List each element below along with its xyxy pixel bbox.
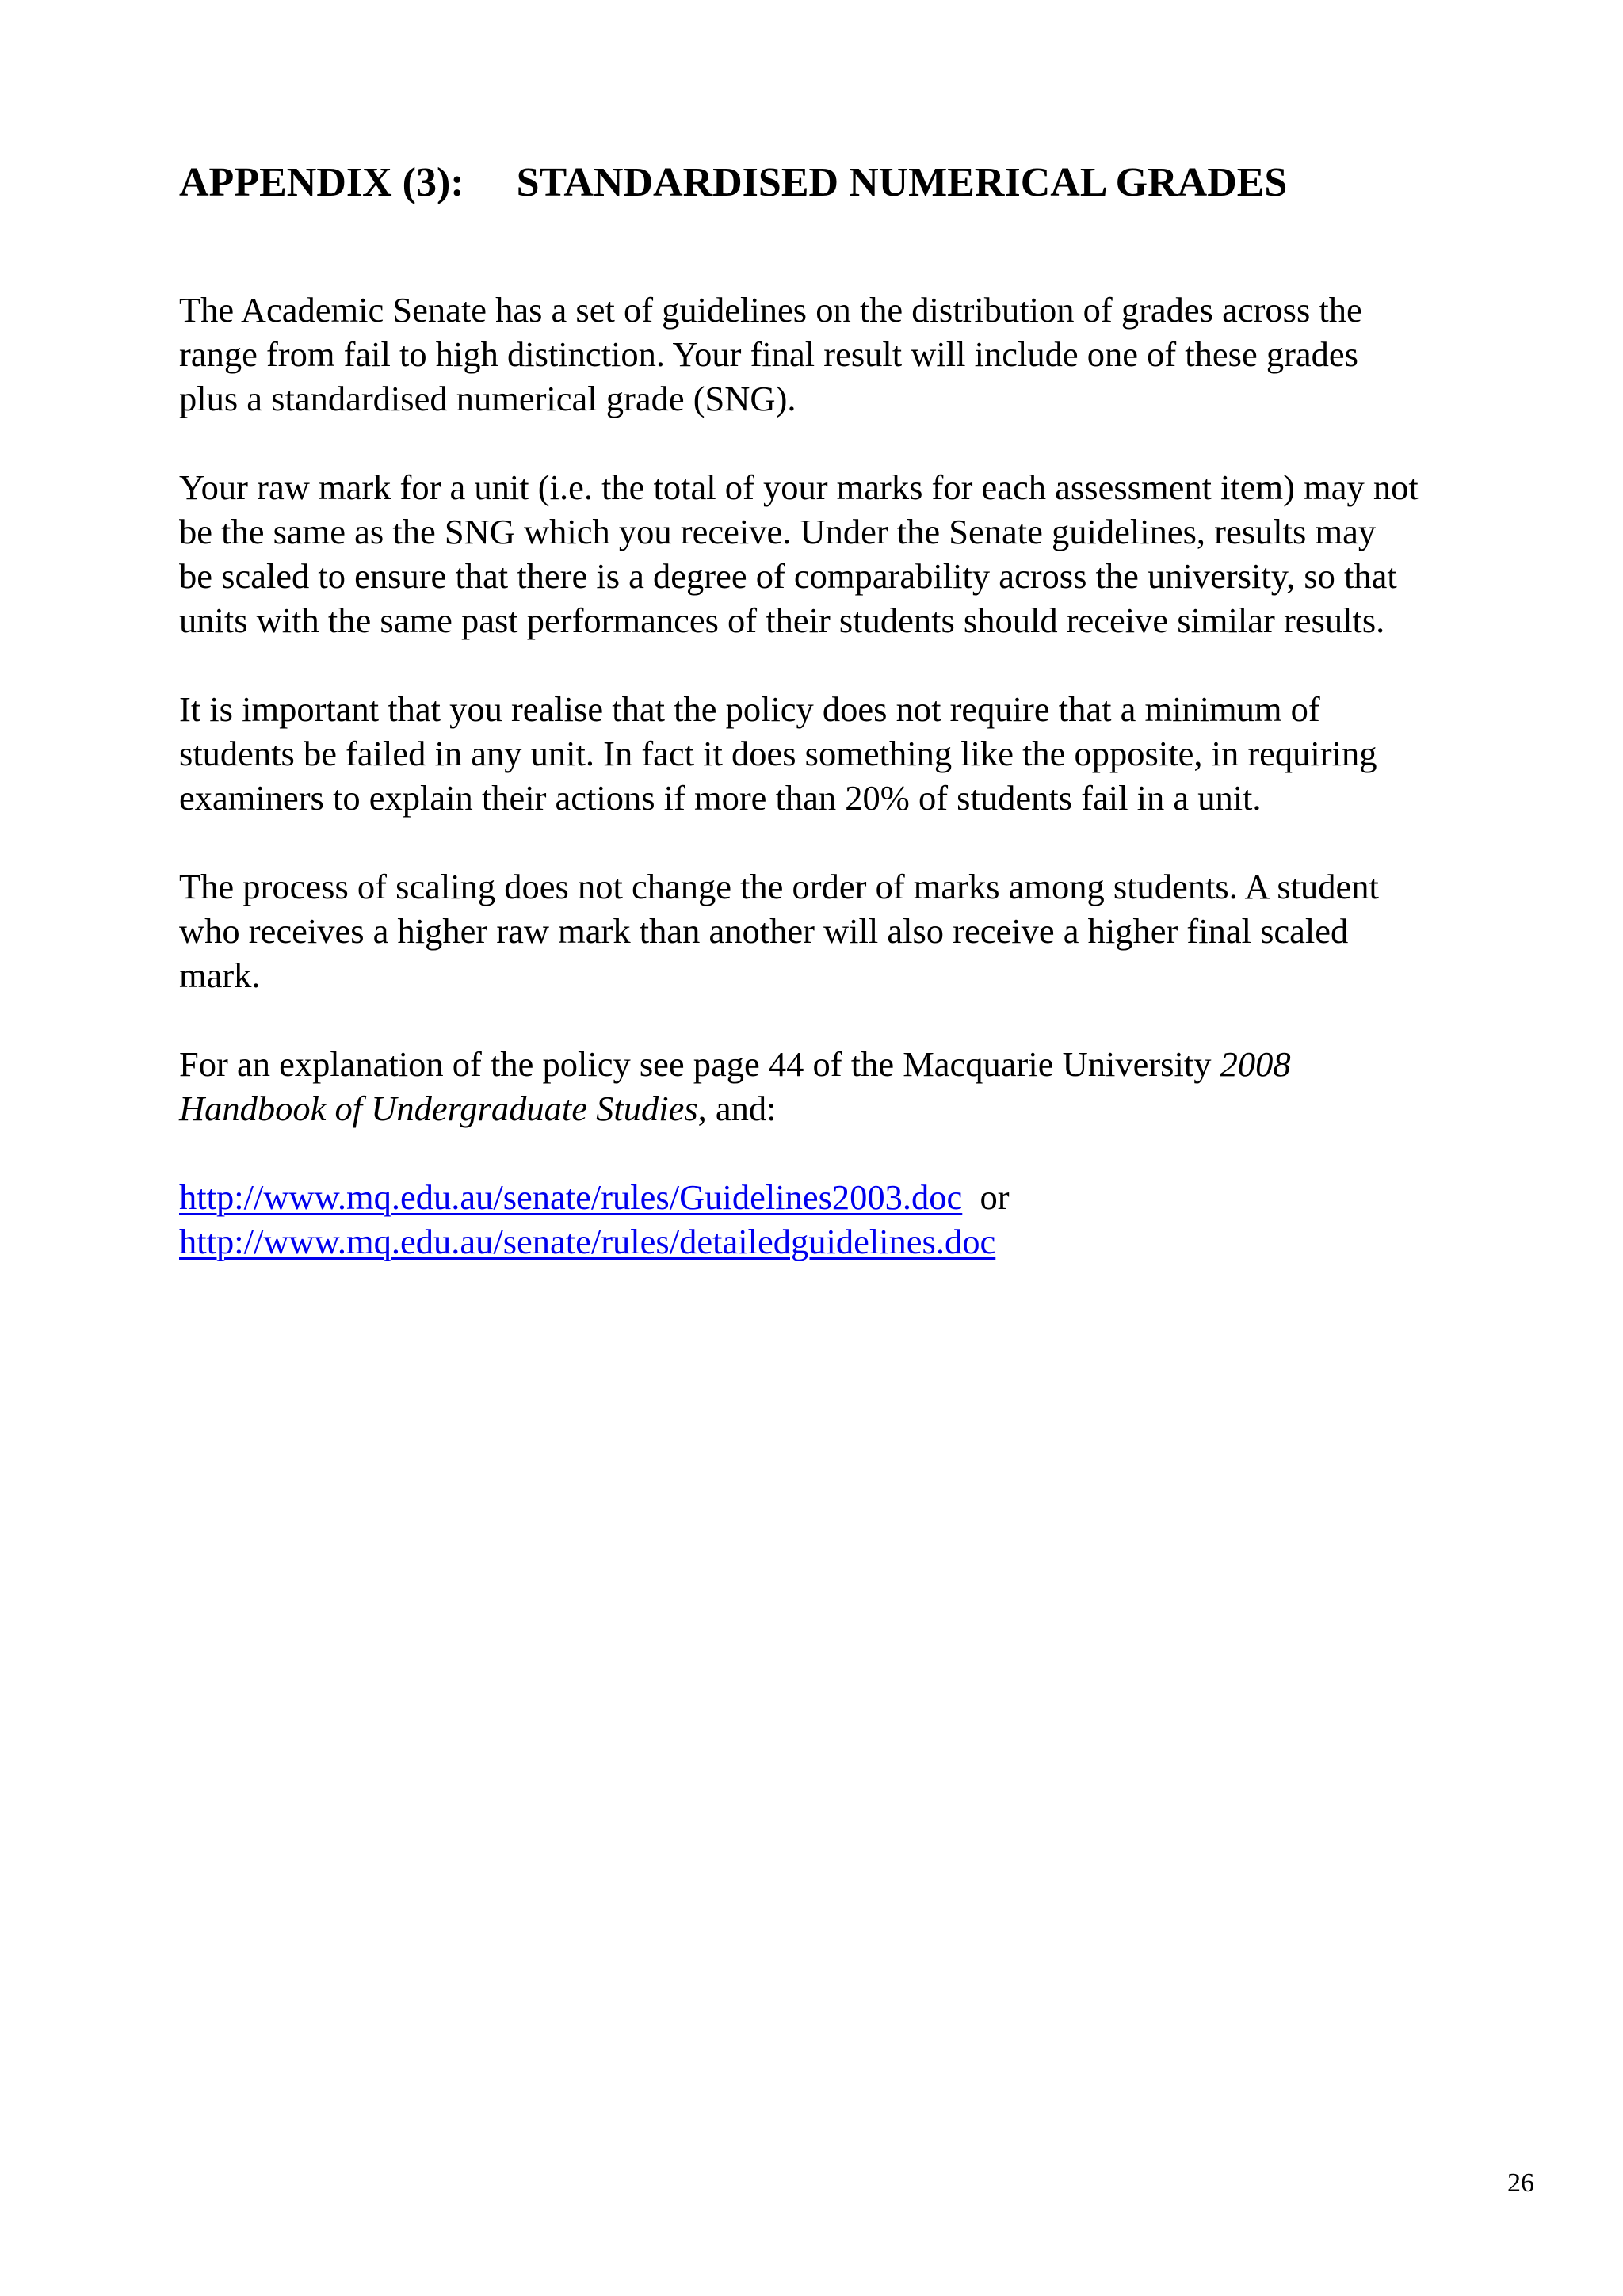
handbook-title: Handbook of Undergraduate Studies: [179, 1089, 698, 1128]
text-line: The Academic Senate has a set of guidelines on the distribution of grades across the: [179, 290, 1362, 330]
link-line: [179, 1219, 1574, 1264]
text-line: be scaled to ensure that there is a degree of comparability across the university, so that: [179, 556, 1397, 596]
paragraph-policy: [179, 687, 1574, 820]
handbook-year: 2008: [1220, 1044, 1291, 1084]
link-connector-text: or: [980, 1177, 1010, 1217]
page-number: 26: [1507, 2168, 1534, 2198]
text-line: plus a standardised numerical grade (SNG).: [179, 379, 796, 418]
explanation-suffix: , and:: [697, 1089, 777, 1128]
link-line: [179, 1175, 1574, 1219]
appendix-title: STANDARDISED NUMERICAL GRADES: [516, 160, 1288, 205]
appendix-heading: [179, 158, 1287, 208]
paragraph-scaling: [179, 864, 1574, 997]
link-connector: [962, 1177, 1009, 1217]
appendix-label: APPENDIX (3):: [179, 160, 464, 205]
text-line: examiners to explain their actions if more than 20% of students fail in a unit.: [179, 778, 1262, 818]
explanation-text: For an explanation of the policy see page 44 of the Macquarie University: [179, 1044, 1220, 1084]
paragraph-guidelines: [179, 288, 1574, 421]
paragraph-explanation: [179, 1042, 1574, 1131]
text-line: Your raw mark for a unit (i.e. the total of your marks for each assessment item) may not: [179, 467, 1419, 507]
text-line: who receives a higher raw mark than another will also receive a higher final scaled: [179, 911, 1349, 951]
detailed-guidelines-link[interactable]: http://www.mq.edu.au/senate/rules/detailedguidelines.doc: [179, 1222, 996, 1261]
text-line: [179, 1042, 1574, 1086]
text-line: range from fail to high distinction. Your final result will include one of these grades: [179, 334, 1358, 374]
text-line: The process of scaling does not change the order of marks among students. A student: [179, 867, 1379, 906]
paragraph-links: [179, 1175, 1574, 1264]
paragraph-raw-mark: [179, 465, 1574, 643]
text-line: students be failed in any unit. In fact it does something like the opposite, in requiring: [179, 734, 1377, 773]
body-text: [179, 288, 1574, 1308]
text-line: mark.: [179, 955, 261, 995]
text-line: It is important that you realise that the policy does not require that a minimum of: [179, 689, 1320, 729]
guidelines-2003-link[interactable]: http://www.mq.edu.au/senate/rules/Guidelines2003.doc: [179, 1177, 963, 1217]
text-line: units with the same past performances of their students should receive similar results.: [179, 601, 1385, 640]
text-line: be the same as the SNG which you receive. Under the Senate guidelines, results may: [179, 512, 1377, 551]
text-line: [179, 1086, 1574, 1131]
